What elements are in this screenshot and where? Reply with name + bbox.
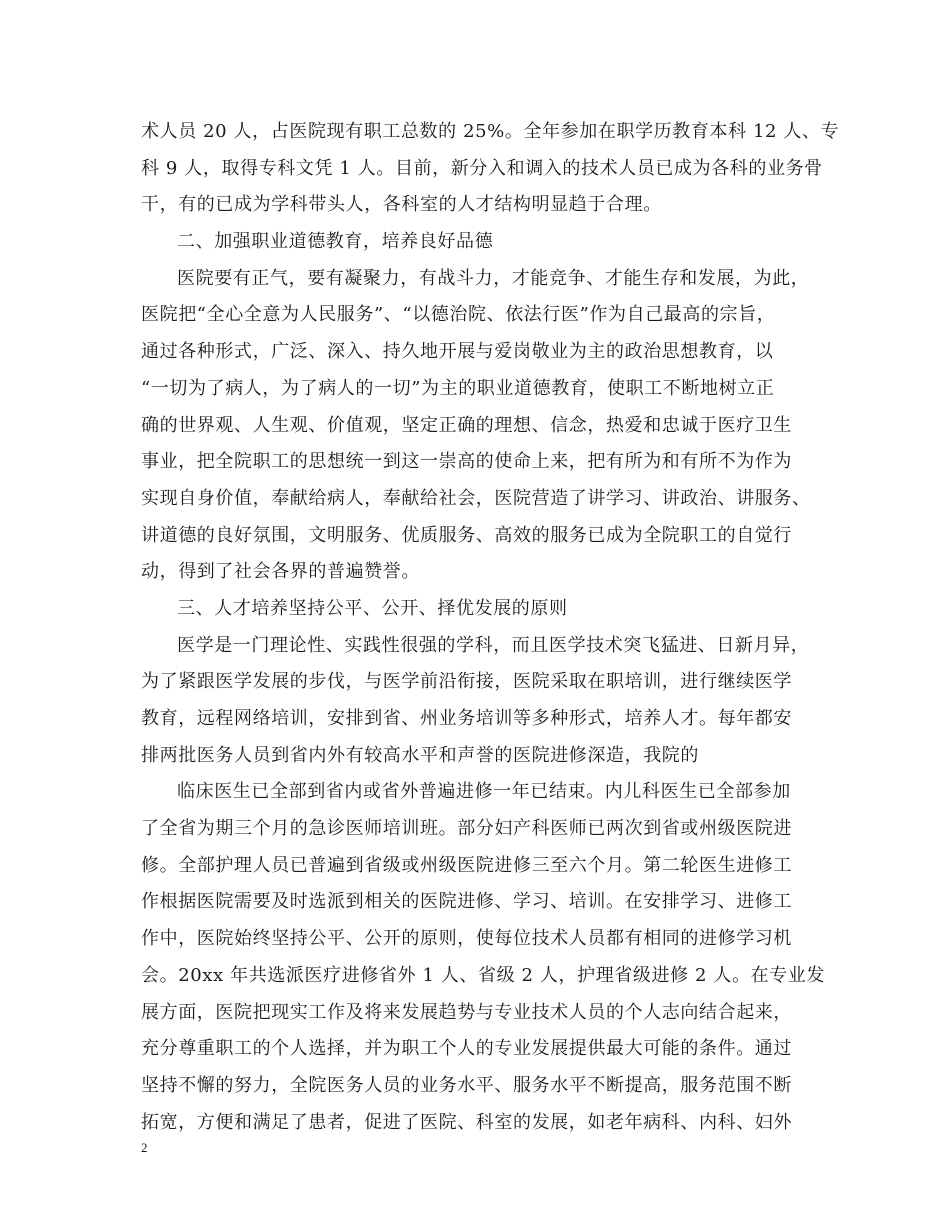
text-line: 术人员 20 人，占医院现有职工总数的 25%。全年参加在职学历教育本科 12 人、专 xyxy=(141,121,840,142)
text-line: 教育，远程网络培训，安排到省、州业务培训等多种形式，培养人才。每年都安 xyxy=(141,708,792,729)
text-line: 会。20xx 年共选派医疗进修省外 1 人、省级 2 人，护理省级进修 2 人。在专业发 xyxy=(141,964,826,986)
paragraph-first-line: 医学是一门理论性、实践性很强的学科，而且医学技术突飞猛进、日新月异， xyxy=(177,634,810,656)
text-line: 作中，医院始终坚持公平、公开的原则，使每位技术人员都有相同的进修学习机 xyxy=(141,928,792,950)
text-line: 医院把“全心全意为人民服务”、“以德治院、依法行医”作为自己最高的宗旨， xyxy=(141,304,776,326)
text-line: 展方面，医院把现实工作及将来发展趋势与专业技术人员的个人志向结合起来， xyxy=(141,1001,792,1023)
text-line: 实现自身价值，奉献给病人，奉献给社会，医院营造了讲学习、讲政治、讲服务、 xyxy=(141,487,811,509)
text-line: 充分尊重职工的个人选择，并为职工个人的专业发展提供最大可能的条件。通过 xyxy=(141,1038,792,1060)
text-line: 动，得到了社会各界的普遍赞誉。 xyxy=(141,561,420,583)
text-line: 拓宽，方便和满足了患者，促进了医院、科室的发展，如老年病科、内科、妇外 xyxy=(141,1111,792,1133)
page-number: 2 xyxy=(141,1140,148,1155)
text-line: 排两批医务人员到省内外有较高水平和声誉的医院进修深造，我院的 xyxy=(141,744,699,766)
text-line: “一切为了病人，为了病人的一切”为主的职业道德教育，使职工不断地树立正 xyxy=(141,377,775,399)
text-line: 作根据医院需要及时选派到相关的医院进修、学习、培训。在安排学习、进修工 xyxy=(141,891,792,913)
text-line: 事业，把全院职工的思想统一到这一崇高的使命上来，把有所为和有所不为作为 xyxy=(141,451,792,473)
paragraph-first-line: 二、加强职业道德教育，培养良好品德 xyxy=(177,231,494,253)
text-line: 修。全部护理人员已普遍到省级或州级医院进修三至六个月。第二轮医生进修工 xyxy=(141,854,792,876)
text-line: 确的世界观、人生观、价值观，坚定正确的理想、信念，热爱和忠诚于医疗卫生 xyxy=(141,414,792,436)
text-line: 通过各种形式，广泛、深入、持久地开展与爱岗敬业为主的政治思想教育，以 xyxy=(141,341,774,363)
text-line: 干，有的已成为学科带头人，各科室的人才结构明显趋于合理。 xyxy=(141,194,662,216)
paragraph-first-line: 三、人才培养坚持公平、公开、择优发展的原则 xyxy=(177,597,568,619)
text-line: 了全省为期三个月的急诊医师培训班。部分妇产科医师已两次到省或州级医院进 xyxy=(141,818,792,840)
paragraph-first-line: 临床医生已全部到省内或省外普遍进修一年已结束。内儿科医生已全部参加 xyxy=(177,781,791,803)
paragraph-first-line: 医院要有正气，要有凝聚力，有战斗力，才能竞争、才能生存和发展，为此， xyxy=(177,267,810,289)
body-text xyxy=(141,114,840,1141)
text-line: 科 9 人，取得专科文凭 1 人。目前，新分入和调入的技术人员已成为各科的业务骨 xyxy=(141,157,823,179)
text-line: 为了紧跟医学发展的步伐，与医学前沿衔接，医院采取在职培训，进行继续医学 xyxy=(141,671,792,693)
text-line: 讲道德的良好氛围，文明服务、优质服务、高效的服务已成为全院职工的自觉行 xyxy=(141,524,792,546)
text-line: 坚持不懈的努力，全院医务人员的业务水平、服务水平不断提高，服务范围不断 xyxy=(141,1074,792,1096)
